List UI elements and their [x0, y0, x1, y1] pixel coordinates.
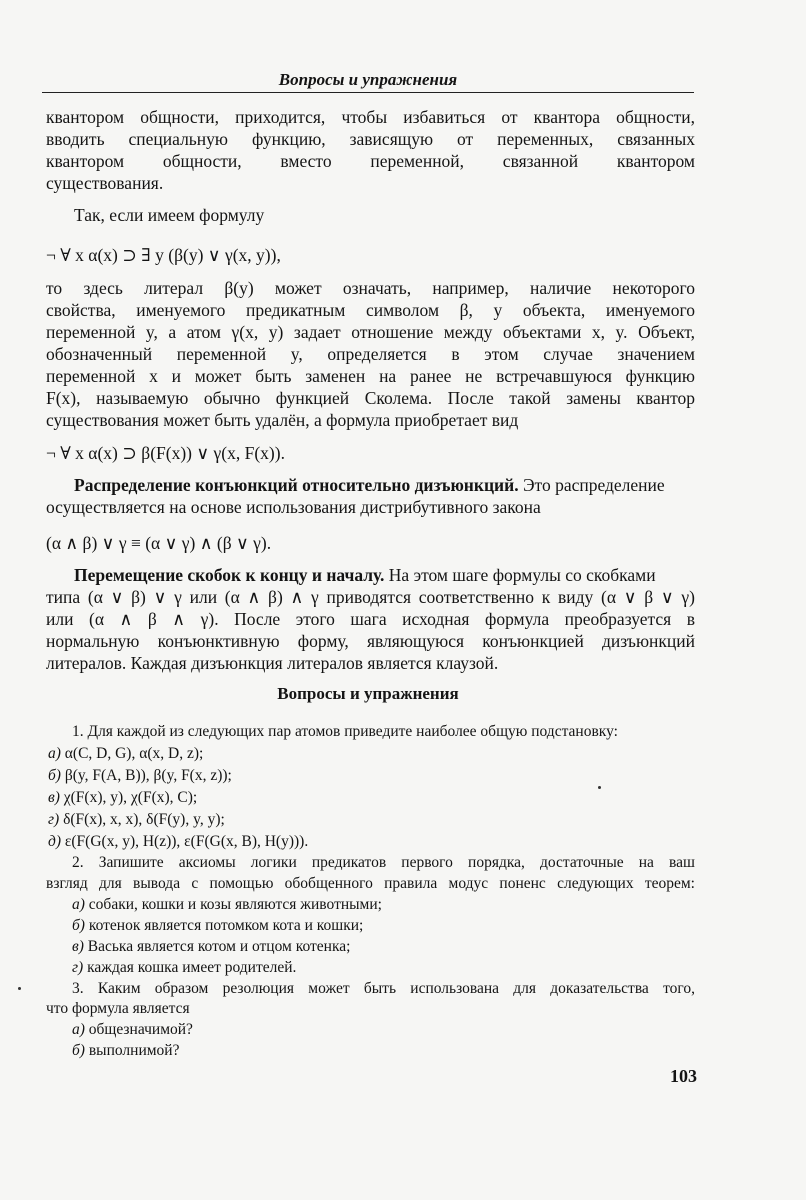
p1-line-2: вводить специальную функцию, зависящую от переменных, связанных: [46, 129, 695, 149]
p4-line-2: осуществляется на основе использования дистрибутивного закона: [46, 497, 541, 517]
speck-mark: [18, 987, 21, 990]
speck-mark: [598, 786, 601, 789]
formula-3: (α ∧ β) ∨ γ ≡ (α ∨ γ) ∧ (β ∨ γ).: [46, 533, 272, 553]
q3-item-b: б) выполнимой?: [72, 1042, 180, 1059]
q2-item-d: г) каждая кошка имеет родителей.: [72, 959, 297, 976]
q1-item-c: в) χ(F(x), y), χ(F(x), C);: [48, 789, 198, 806]
q2-item-b: б) котенок является потомком кота и кошки;: [72, 917, 364, 934]
p1-line-4: существования.: [46, 173, 164, 193]
p3-line-1: то здесь литерал β(y) может означать, например, наличие некоторого: [46, 278, 695, 298]
q3-line-1: 3. Каким образом резолюция может быть использована для доказательства того,: [72, 980, 695, 997]
q2-line-2: взгляд для вывода с помощью обобщенного правила модус поненс следующих теорем:: [46, 875, 695, 892]
q3-item-a: а) общезначимой?: [72, 1021, 193, 1038]
q1-item-a: а) α(C, D, G), α(x, D, z);: [48, 745, 204, 762]
formula-1: ¬ ∀ x α(x) ⊃ ∃ y (β(y) ∨ γ(x, y)),: [46, 245, 281, 265]
p5-line-4: нормальную конъюнктивную форму, являющуюся конъюнкцией дизъюнкций: [46, 631, 695, 651]
p1-line-3: квантором общности, вместо переменной, связанной квантором: [46, 151, 695, 171]
p4-line-1: [74, 474, 695, 496]
p3-line-6: F(x), называемую обычно функцией Сколема. После такой замены квантор: [46, 388, 695, 408]
running-head: Вопросы и упражнения: [42, 70, 694, 93]
q2-item-c: в) Васька является котом и отцом котенка;: [72, 938, 351, 955]
p5-heading: Перемещение скобок к концу и началу.: [74, 565, 385, 585]
q1-item-d: г) δ(F(x), x, x), δ(F(y), y, y);: [48, 811, 225, 828]
q3-line-2: что формула является: [46, 1000, 190, 1017]
q2-line-1: 2. Запишите аксиомы логики предикатов первого порядка, достаточные на ваш: [72, 854, 695, 871]
formula-2: ¬ ∀ x α(x) ⊃ β(F(x)) ∨ γ(x, F(x)).: [46, 443, 285, 463]
p3-line-4: обозначенный переменной y, определяется в этом случае значением: [46, 344, 695, 364]
p4-heading: Распределение конъюнкций относительно дизъюнкций.: [74, 475, 519, 495]
q1-item-e: д) ε(F(G(x, y), H(z)), ε(F(G(x, B), H(y))).: [48, 833, 309, 850]
p3-line-3: переменной y, а атом γ(x, y) задает отношение между объектами x, y. Объект,: [46, 322, 695, 342]
p4-rest: Это распределение: [518, 475, 665, 495]
section-heading: Вопросы и упражнения: [277, 684, 459, 703]
p5-line-5: литералов. Каждая дизъюнкция литералов является клаузой.: [46, 653, 499, 673]
p5-line-2: типа (α ∨ β) ∨ γ или (α ∧ β) ∧ γ приводятся соответственно к виду (α ∨ β ∨ γ): [46, 587, 695, 607]
p2-text: Так, если имеем формулу: [74, 205, 265, 225]
p3-line-2: свойства, именуемого предикатным символом β, у объекта, именуемого: [46, 300, 695, 320]
p5-line-1: [74, 564, 695, 586]
p3-line-5: переменной x и может быть заменен на ранее не встречавшуюся функцию: [46, 366, 695, 386]
p3-line-7: существования может быть удалён, а формула приобретает вид: [46, 410, 519, 430]
q1-item-b: б) β(y, F(A, B)), β(y, F(x, z));: [48, 767, 232, 784]
p5-rest: На этом шаге формулы со скобками: [384, 565, 656, 585]
q2-item-a: а) собаки, кошки и козы являются животными;: [72, 896, 382, 913]
p5-line-3: или (α ∧ β ∧ γ). После этого шага исходная формула преобразуется в: [46, 609, 695, 629]
q1-text: 1. Для каждой из следующих пар атомов приведите наиболее общую подстановку:: [72, 723, 618, 740]
p1-line-1: квантором общности, приходится, чтобы избавиться от квантора общности,: [46, 107, 695, 127]
page-number: 103: [670, 1066, 697, 1086]
